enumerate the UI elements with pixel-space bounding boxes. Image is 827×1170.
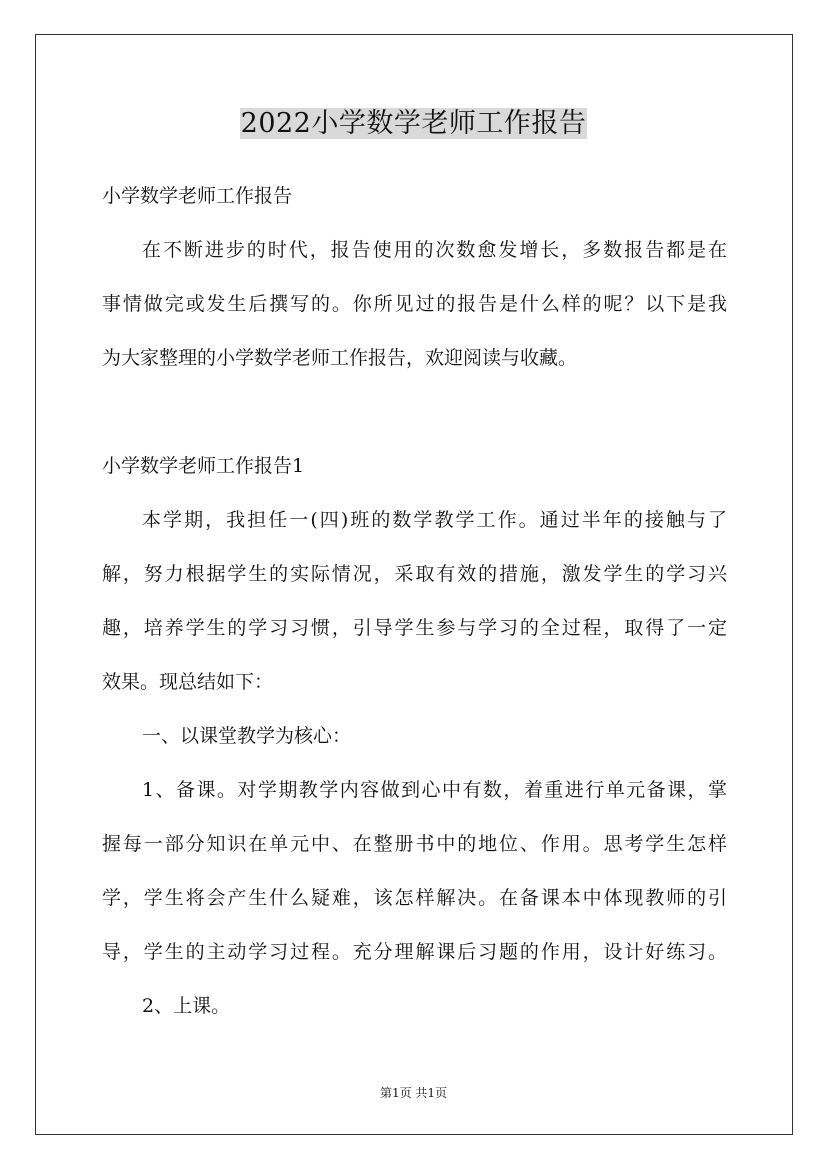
heading-one: 一、以课堂教学为核心： (142, 725, 352, 747)
intro-line-3: 为大家整理的小学数学老师工作报告，欢迎阅读与收藏。 (102, 347, 578, 369)
document-title (0, 102, 827, 144)
para2-line-4: 导，学生的主动学习过程。充分理解课后习题的作用，设计好练习。 (102, 941, 727, 963)
page-number-footer: 第1页 共1页 (379, 1086, 448, 1100)
intro-line-1: 在不断进步的时代，报告使用的次数愈发增长，多数报告都是在 (142, 239, 727, 261)
para1-line-4: 效果。现总结如下： (102, 671, 274, 693)
para2-line-2: 握每一部分知识在单元中、在整册书中的地位、作用。思考学生怎样 (102, 833, 727, 855)
section-heading: 小学数学老师工作报告1 (102, 455, 305, 477)
para2-line-1: 1、备课。对学期教学内容做到心中有数，着重进行单元备课，掌 (142, 779, 727, 801)
item-two: 2、上课。 (142, 995, 231, 1017)
para2-line-3: 学，学生将会产生什么疑难，该怎样解决。在备课本中体现教师的引 (102, 887, 727, 909)
document-subtitle: 小学数学老师工作报告 (102, 185, 293, 207)
para1-line-2: 解，努力根据学生的实际情况，采取有效的措施，激发学生的学习兴 (102, 563, 727, 585)
intro-line-2: 事情做完或发生后撰写的。你所见过的报告是什么样的呢？以下是我 (102, 293, 727, 315)
para1-line-1: 本学期，我担任一(四)班的数学教学工作。通过半年的接触与了 (142, 509, 727, 531)
para1-line-3: 趣，培养学生的学习习惯，引导学生参与学习的全过程，取得了一定 (102, 617, 727, 639)
document-title-text: 2022小学数学老师工作报告 (240, 108, 587, 139)
